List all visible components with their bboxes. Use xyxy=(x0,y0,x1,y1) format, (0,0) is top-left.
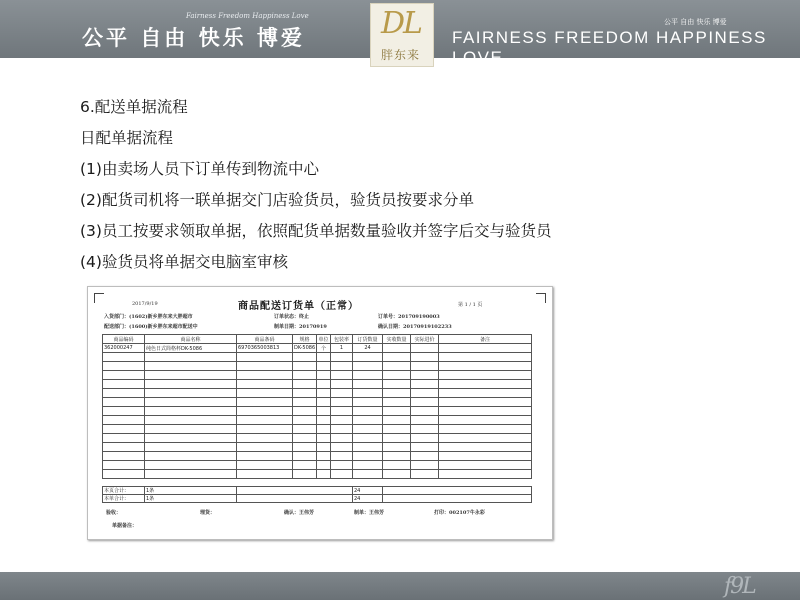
table-row-empty xyxy=(103,362,532,371)
table-cell xyxy=(145,443,237,452)
table-cell xyxy=(331,461,353,470)
sum-page-count: 1条 xyxy=(145,487,237,495)
table-cell xyxy=(317,443,331,452)
table-cell xyxy=(331,470,353,479)
table-cell xyxy=(237,371,293,380)
delivery-order-scan xyxy=(87,286,553,540)
table-cell xyxy=(439,353,532,362)
table-cell xyxy=(293,407,317,416)
table-cell xyxy=(439,344,532,353)
table-cell xyxy=(317,470,331,479)
table-column-header: 包装率 xyxy=(331,335,353,344)
summary-row xyxy=(103,495,532,503)
table-column-header: 单位 xyxy=(318,336,329,343)
table-cell xyxy=(103,452,145,461)
table-column-header: 商品编码 xyxy=(103,335,145,344)
table-column-header: 实收数量 xyxy=(383,335,411,344)
table-cell xyxy=(411,353,439,362)
sum-page-qty: 24 xyxy=(353,487,383,495)
table-cell xyxy=(237,389,293,398)
table-cell xyxy=(331,398,353,407)
table-cell xyxy=(331,371,353,380)
table-cell xyxy=(317,389,331,398)
sign-manage: 理货： xyxy=(200,510,216,516)
table-cell xyxy=(293,353,317,362)
table-cell xyxy=(383,398,411,407)
table-cell xyxy=(353,353,383,362)
table-cell xyxy=(331,416,353,425)
table-cell xyxy=(353,407,383,416)
sign-print: 打印：002107牛永彩 xyxy=(434,510,485,516)
footer-bar xyxy=(0,572,800,600)
table-cell xyxy=(145,353,237,362)
table-cell xyxy=(353,443,383,452)
table-cell xyxy=(411,380,439,389)
doc-in-dept: 入货部门：(1602)新乡胖东来大胖超市 xyxy=(104,314,193,320)
table-cell xyxy=(353,389,383,398)
slide-content xyxy=(80,92,720,278)
table-column-header: 订货数量 xyxy=(353,335,383,344)
doc-confirm-date: 确认日期：20170919102233 xyxy=(378,324,452,330)
logo-name: 胖东来 xyxy=(381,48,421,62)
table-cell xyxy=(145,380,237,389)
table-cell xyxy=(439,407,532,416)
table-cell xyxy=(237,353,293,362)
table-cell: 个 xyxy=(317,344,331,353)
table-cell xyxy=(145,371,237,380)
table-cell xyxy=(383,407,411,416)
table-column-header: 备注 xyxy=(439,335,532,344)
table-cell xyxy=(237,407,293,416)
step-2: (2)配货司机将一联单据交门店验货员，验货员按要求分单 xyxy=(80,191,474,209)
table-cell xyxy=(293,452,317,461)
table-cell xyxy=(237,398,293,407)
table-cell xyxy=(293,461,317,470)
table-cell: 6970365003813 xyxy=(237,344,293,353)
table-cell xyxy=(293,380,317,389)
table-cell xyxy=(317,461,331,470)
table-cell xyxy=(383,470,411,479)
table-cell xyxy=(439,461,532,470)
table-cell xyxy=(145,461,237,470)
table-row-empty xyxy=(103,470,532,479)
summary-row xyxy=(103,487,532,495)
table-cell xyxy=(103,461,145,470)
table-cell xyxy=(383,434,411,443)
sign-make: 制单：王伟芳 xyxy=(354,510,385,516)
doc-remark: 单据备注： xyxy=(112,523,138,529)
table-cell xyxy=(103,416,145,425)
table-cell xyxy=(103,389,145,398)
table-row-empty xyxy=(103,461,532,470)
table-cell xyxy=(293,389,317,398)
table-row-empty xyxy=(103,434,532,443)
step-1: (1)由卖场人员下订单传到物流中心 xyxy=(80,160,319,178)
table-cell xyxy=(331,389,353,398)
table-cell xyxy=(103,380,145,389)
table-cell xyxy=(411,443,439,452)
table-cell xyxy=(145,470,237,479)
table-cell xyxy=(331,425,353,434)
table-cell xyxy=(237,362,293,371)
table-cell xyxy=(383,353,411,362)
table-cell xyxy=(317,362,331,371)
table-cell xyxy=(103,434,145,443)
sign-check: 验收： xyxy=(106,510,122,516)
table-cell xyxy=(317,353,331,362)
table-cell xyxy=(383,344,411,353)
table-cell xyxy=(411,407,439,416)
table-cell xyxy=(317,380,331,389)
sum-total-label: 本单合计： xyxy=(103,495,145,503)
table-cell xyxy=(411,371,439,380)
table-cell xyxy=(439,452,532,461)
table-cell xyxy=(103,470,145,479)
doc-page: 第 1 / 1 页 xyxy=(458,302,483,308)
doc-out-dept: 配送部门：(1600)新乡胖东来超市配送中 xyxy=(104,324,198,330)
doc-order-no: 订单号：201709190003 xyxy=(378,314,440,320)
table-cell xyxy=(383,362,411,371)
table-cell xyxy=(103,398,145,407)
sum-total-count: 1条 xyxy=(145,495,237,503)
doc-date: 2017/9/19 xyxy=(132,301,158,307)
table-cell xyxy=(145,407,237,416)
table-cell xyxy=(237,443,293,452)
table-cell xyxy=(293,416,317,425)
table-cell xyxy=(353,425,383,434)
table-row-empty xyxy=(103,380,532,389)
table-row-empty xyxy=(103,443,532,452)
logo-mark: DL xyxy=(381,6,421,41)
doc-title: 商品配送订货单（正常） xyxy=(238,301,359,312)
summary-table xyxy=(102,486,532,503)
table-row-empty xyxy=(103,425,532,434)
table-cell xyxy=(439,371,532,380)
table-cell xyxy=(331,443,353,452)
chinese-small-slogan: 公平 自由 快乐 博爱 xyxy=(664,18,727,26)
table-cell xyxy=(383,443,411,452)
company-logo xyxy=(370,3,434,67)
table-row-empty xyxy=(103,407,532,416)
table-cell xyxy=(383,371,411,380)
table-cell xyxy=(353,470,383,479)
table-cell xyxy=(411,461,439,470)
table-cell xyxy=(411,344,439,353)
table-cell xyxy=(353,461,383,470)
table-cell xyxy=(317,371,331,380)
table-cell xyxy=(293,425,317,434)
doc-make-date: 制单日期：20170919 xyxy=(274,324,327,330)
table-column-header: 实际进价 xyxy=(411,335,439,344)
table-cell xyxy=(103,443,145,452)
table-cell xyxy=(383,389,411,398)
english-slogan: FAIRNESS FREEDOM HAPPINESS LOVE xyxy=(452,28,767,67)
table-cell xyxy=(411,452,439,461)
chinese-slogan: 公平 自由 快乐 博爱 xyxy=(82,26,305,50)
table-cell xyxy=(237,416,293,425)
table-cell xyxy=(353,362,383,371)
table-cell xyxy=(145,434,237,443)
table-cell xyxy=(411,434,439,443)
table-cell xyxy=(331,353,353,362)
table-cell xyxy=(103,362,145,371)
table-cell xyxy=(103,407,145,416)
sum-page-label: 本页合计： xyxy=(103,487,145,495)
table-cell xyxy=(317,434,331,443)
table-cell xyxy=(383,461,411,470)
step-3: (3)员工按要求领取单据，依照配货单据数量验收并签字后交与验货员 xyxy=(80,222,552,240)
table-cell xyxy=(331,362,353,371)
table-cell xyxy=(103,353,145,362)
table-column-header: 商品条码 xyxy=(237,335,293,344)
table-cell xyxy=(353,380,383,389)
table-cell xyxy=(439,470,532,479)
table-cell xyxy=(145,425,237,434)
table-cell: 纯色日式简格杯DK-5086 xyxy=(145,344,237,353)
table-cell xyxy=(439,380,532,389)
table-cell xyxy=(145,416,237,425)
table-cell xyxy=(317,398,331,407)
table-cell xyxy=(237,434,293,443)
table-cell xyxy=(439,389,532,398)
subsection-title: 日配单据流程 xyxy=(80,129,174,147)
table-cell: 24 xyxy=(353,344,383,353)
table-header-row xyxy=(103,335,532,344)
table-cell xyxy=(317,416,331,425)
table-cell xyxy=(293,443,317,452)
table-cell xyxy=(383,452,411,461)
table-cell xyxy=(353,434,383,443)
table-cell: DK-5086 xyxy=(294,345,316,351)
table-cell xyxy=(237,380,293,389)
table-row-empty xyxy=(103,452,532,461)
table-cell xyxy=(439,362,532,371)
table-cell xyxy=(353,371,383,380)
table-cell xyxy=(293,434,317,443)
table-cell xyxy=(331,380,353,389)
table-cell xyxy=(145,362,237,371)
section-title: 6.配送单据流程 xyxy=(80,98,188,116)
table-cell xyxy=(293,398,317,407)
table-cell xyxy=(317,407,331,416)
table-row-empty xyxy=(103,371,532,380)
english-tagline: Fairness Freedom Happiness Love xyxy=(186,12,309,20)
crop-mark xyxy=(536,293,546,303)
table-cell xyxy=(439,443,532,452)
table-cell xyxy=(383,416,411,425)
table-cell xyxy=(237,461,293,470)
table-cell xyxy=(103,425,145,434)
table-row xyxy=(103,344,532,353)
step-4: (4)验货员将单据交电脑室审核 xyxy=(80,253,288,271)
table-column-header: 规格 xyxy=(293,335,317,344)
footer-logo-mark: f9L xyxy=(724,574,755,599)
doc-order-status: 订单状态：终止 xyxy=(274,314,310,320)
table-cell xyxy=(411,416,439,425)
table-cell: 362000247 xyxy=(103,344,145,353)
table-cell xyxy=(411,398,439,407)
table-row-empty xyxy=(103,416,532,425)
table-cell xyxy=(145,389,237,398)
table-cell xyxy=(145,398,237,407)
table-cell xyxy=(439,434,532,443)
table-cell xyxy=(353,398,383,407)
table-cell xyxy=(317,425,331,434)
table-row-empty xyxy=(103,353,532,362)
table-cell xyxy=(411,470,439,479)
table-cell xyxy=(331,407,353,416)
table-row-empty xyxy=(103,389,532,398)
table-cell xyxy=(411,389,439,398)
table-cell xyxy=(293,470,317,479)
table-cell xyxy=(293,362,317,371)
table-cell xyxy=(383,425,411,434)
table-column-header: 商品名称 xyxy=(145,335,237,344)
table-cell xyxy=(353,452,383,461)
table-row-empty xyxy=(103,398,532,407)
table-cell xyxy=(411,425,439,434)
table-cell xyxy=(317,452,331,461)
sum-total-qty: 24 xyxy=(353,495,383,503)
table-cell xyxy=(439,398,532,407)
sign-confirm: 确认：王伟芳 xyxy=(284,510,315,516)
table-cell: 1 xyxy=(331,344,353,353)
table-cell xyxy=(103,371,145,380)
table-cell xyxy=(411,362,439,371)
table-cell xyxy=(331,434,353,443)
table-cell xyxy=(145,452,237,461)
table-cell xyxy=(439,425,532,434)
crop-mark xyxy=(94,293,104,303)
table-cell xyxy=(237,470,293,479)
table-cell xyxy=(293,371,317,380)
order-table xyxy=(102,334,532,479)
table-cell xyxy=(237,452,293,461)
table-cell xyxy=(353,416,383,425)
table-cell xyxy=(237,425,293,434)
table-cell xyxy=(331,452,353,461)
table-cell xyxy=(439,416,532,425)
table-cell xyxy=(383,380,411,389)
